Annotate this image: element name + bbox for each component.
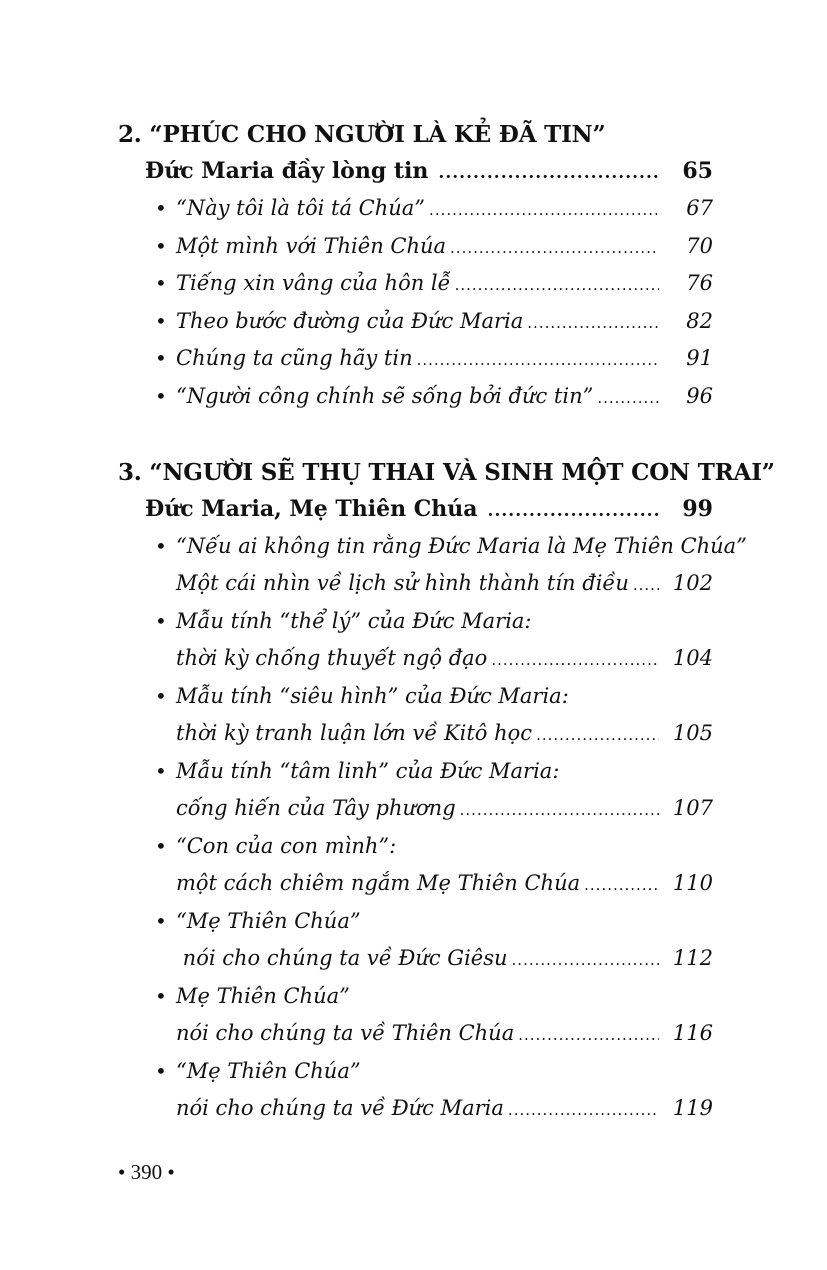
bullet-icon: •: [155, 534, 167, 558]
entry-label: Một mình với Thiên Chúa: [176, 234, 447, 258]
bullet-icon: •: [155, 759, 167, 783]
toc-entry: [155, 984, 713, 1014]
main-entry-label: Đức Maria đầy lòng tin: [145, 158, 429, 184]
leader-dots: [597, 389, 659, 407]
page-number: 112: [672, 946, 713, 970]
main-entry-3: [145, 496, 713, 526]
leader-dots: [491, 651, 659, 669]
page-number: 91: [686, 346, 713, 370]
page-number: 102: [672, 571, 713, 595]
entry-label: Chúng ta cũng hãy tin: [176, 346, 413, 370]
toc-entry: [155, 909, 713, 939]
toc-entry-continuation: [176, 571, 713, 601]
leader-dots: [527, 314, 659, 332]
bullet-icon: •: [155, 384, 167, 408]
page-number: 67: [686, 196, 713, 220]
toc-entry: [155, 384, 713, 414]
bullet-icon: •: [155, 1059, 167, 1083]
leader-dots: [584, 876, 659, 894]
toc-entry: [155, 684, 713, 714]
entry-label: Một cái nhìn về lịch sử hình thành tín điều: [176, 571, 629, 595]
leader-dots: [488, 501, 659, 521]
page-number: 70: [686, 234, 713, 258]
bullet-icon: •: [155, 909, 167, 933]
toc-entry: [155, 609, 713, 639]
bullet-icon: •: [155, 684, 167, 708]
toc-entry: [155, 759, 713, 789]
leader-dots: [450, 239, 659, 257]
bullet-icon: •: [155, 196, 167, 220]
toc-entry-continuation: [176, 1021, 713, 1051]
entry-label: Mẹ Thiên Chúa”: [176, 984, 350, 1008]
toc-entry: [155, 534, 747, 564]
entry-label: “Con của con mình”:: [176, 834, 397, 858]
bullet-icon: •: [155, 234, 167, 258]
entry-label: Mẫu tính “siêu hình” của Đức Maria:: [176, 684, 569, 708]
leader-dots: [460, 801, 659, 819]
leader-dots: [536, 726, 659, 744]
leader-dots: [429, 201, 659, 219]
page-number: 76: [686, 271, 713, 295]
entry-label: một cách chiêm ngắm Mẹ Thiên Chúa: [176, 871, 581, 895]
leader-dots: [438, 163, 659, 183]
page-folio: • 390 •: [118, 1160, 175, 1184]
toc-entry-continuation: [176, 871, 713, 901]
bullet-icon: •: [155, 309, 167, 333]
main-entry-2: [145, 158, 713, 188]
toc-entry: [155, 346, 713, 376]
page-number: 105: [672, 721, 713, 745]
page-number: 107: [672, 796, 713, 820]
main-entry-label: Đức Maria, Mẹ Thiên Chúa: [145, 496, 478, 522]
toc-entry-continuation: [176, 721, 713, 751]
entry-label: nói cho chúng ta về Đức Giêsu: [176, 946, 508, 970]
leader-dots: [518, 1026, 659, 1044]
bullet-icon: •: [155, 834, 167, 858]
leader-dots: [633, 576, 659, 594]
leader-dots: [455, 276, 659, 294]
page-number: 110: [672, 871, 713, 895]
toc-entry-continuation: [176, 646, 713, 676]
toc-entry: [155, 834, 713, 864]
page-number: 82: [686, 309, 713, 333]
toc-entry-continuation: [176, 796, 713, 826]
page-number: 96: [686, 384, 713, 408]
entry-label: Mẫu tính “tâm linh” của Đức Maria:: [176, 759, 560, 783]
page-number: 99: [682, 496, 713, 522]
bullet-icon: •: [155, 984, 167, 1008]
entry-label: nói cho chúng ta về Thiên Chúa: [176, 1021, 515, 1045]
entry-label: Tiếng xin vâng của hôn lễ: [176, 271, 451, 295]
bullet-icon: •: [155, 609, 167, 633]
entry-label: “Nếu ai không tin rằng Đức Maria là Mẹ Thiên Chúa”: [176, 534, 747, 558]
bullet-icon: •: [155, 271, 167, 295]
entry-label: “Mẹ Thiên Chúa”: [176, 1059, 361, 1083]
section-2-title: 2. “PHÚC CHO NGƯỜI LÀ KẺ ĐÃ TIN”: [118, 121, 606, 148]
toc-entry: [155, 196, 713, 226]
toc-entry: [155, 234, 713, 264]
page-number: 104: [672, 646, 713, 670]
entry-label: “Người công chính sẽ sống bởi đức tin”: [176, 384, 594, 408]
toc-entry: [155, 271, 713, 301]
entry-label: “Mẹ Thiên Chúa”: [176, 909, 361, 933]
toc-entry-continuation: [176, 946, 713, 976]
toc-entry-continuation: [176, 1096, 713, 1126]
section-3-title: 3. “NGƯỜI SẼ THỤ THAI VÀ SINH MỘT CON TRAI”: [118, 459, 775, 486]
toc-entry: [155, 309, 713, 339]
page-number: 119: [672, 1096, 713, 1120]
page-number: 116: [672, 1021, 713, 1045]
leader-dots: [512, 951, 659, 969]
entry-label: Mẫu tính “thể lý” của Đức Maria:: [176, 609, 532, 633]
leader-dots: [417, 351, 659, 369]
entry-label: nói cho chúng ta về Đức Maria: [176, 1096, 504, 1120]
bullet-icon: •: [155, 346, 167, 370]
entry-label: cống hiến của Tây phương: [176, 796, 456, 820]
entry-label: Theo bước đường của Đức Maria: [176, 309, 524, 333]
entry-label: “Này tôi là tôi tá Chúa”: [176, 196, 426, 220]
toc-entry: [155, 1059, 713, 1089]
entry-label: thời kỳ tranh luận lớn về Kitô học: [176, 721, 533, 745]
leader-dots: [508, 1101, 659, 1119]
page-number: 65: [682, 158, 713, 184]
entry-label: thời kỳ chống thuyết ngộ đạo: [176, 646, 488, 670]
